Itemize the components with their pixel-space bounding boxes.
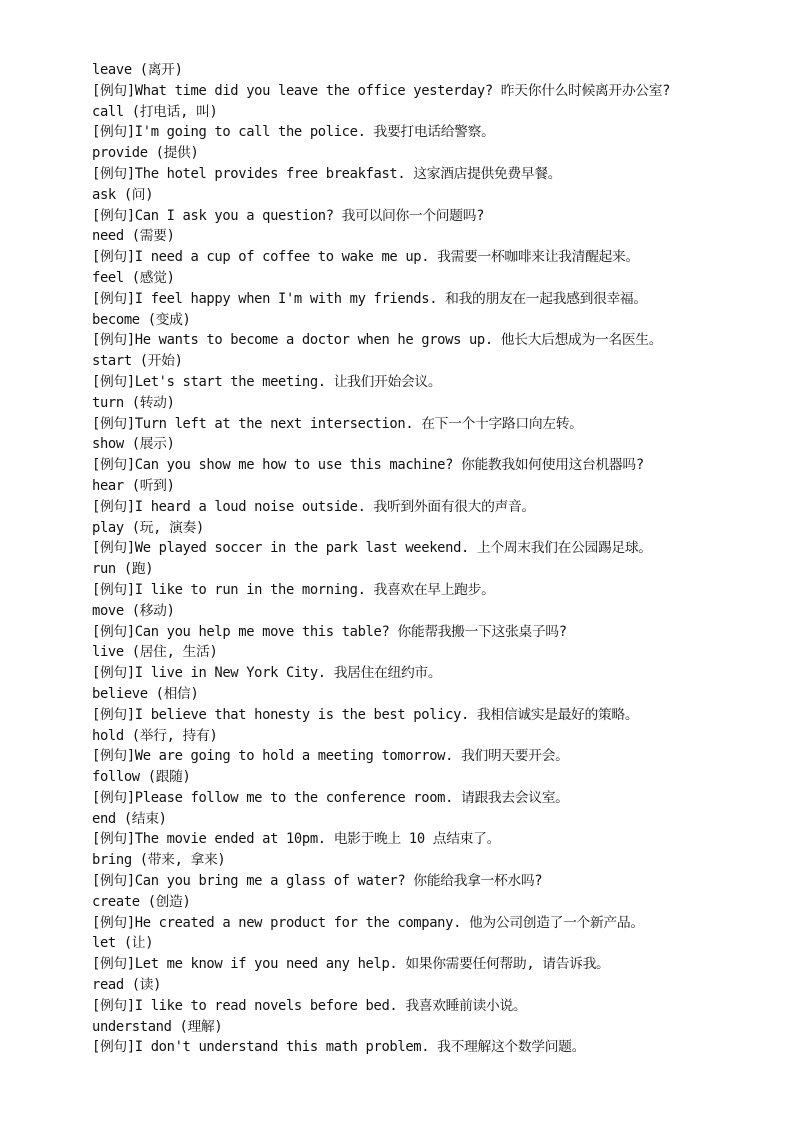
vocab-word: provide (提供) [92,145,199,162]
example-sentence: [例句]Can you bring me a glass of water? 你能给我拿一杯水吗? [92,873,543,890]
vocab-word: play (玩, 演奏) [92,519,204,536]
vocab-entry-leave [92,60,732,102]
example-sentence: [例句]He created a new product for the company. 他为公司创造了一个新产品。 [92,914,644,931]
example-sentence: [例句]He wants to become a doctor when he grows up. 他长大后想成为一名医生。 [92,332,663,349]
vocab-entry-follow [92,767,732,809]
vocab-word: understand (理解) [92,1018,223,1035]
vocab-word: run (跑) [92,561,154,578]
vocab-word: become (变成) [92,311,191,328]
vocab-entry-feel [92,268,732,310]
vocab-entry-run [92,559,732,601]
vocab-word: create (创造) [92,893,191,910]
vocab-word: end (结束) [92,810,167,827]
example-sentence: [例句]I feel happy when I'm with my friends. 和我的朋友在一起我感到很幸福。 [92,290,647,307]
vocab-word: live (居住, 生活) [92,644,218,661]
vocab-word: start (开始) [92,353,183,370]
example-sentence: [例句]Can I ask you a question? 我可以问你一个问题吗? [92,207,485,224]
vocab-word: leave (离开) [92,62,183,78]
vocab-entry-read [92,975,732,1017]
vocab-entry-believe [92,684,732,726]
example-sentence: [例句]Can you show me how to use this machine? 你能教我如何使用这台机器吗? [92,457,644,474]
vocab-entry-become [92,310,732,352]
vocab-word: let (让) [92,935,154,952]
example-sentence: [例句]I live in New York City. 我居住在纽约市。 [92,665,442,682]
vocab-word: feel (感觉) [92,269,175,286]
vocab-entry-understand [92,1017,732,1059]
vocab-entry-let [92,933,732,975]
vocab-word: need (需要) [92,228,175,245]
vocab-entry-move [92,601,732,643]
vocabulary-document [92,60,732,1058]
example-sentence: [例句]I don't understand this math problem. 我不理解这个数学问题。 [92,1039,586,1056]
example-sentence: [例句]Please follow me to the conference room. 请跟我去会议室。 [92,789,569,806]
example-sentence: [例句]We are going to hold a meeting tomorrow. 我们明天要开会。 [92,748,569,765]
vocab-entry-start [92,351,732,393]
example-sentence: [例句]I heard a loud noise outside. 我听到外面有很大的声音。 [92,498,535,515]
vocab-word: read (读) [92,977,162,994]
vocab-word: believe (相信) [92,685,199,702]
example-sentence: [例句]We played soccer in the park last weekend. 上个周末我们在公园踢足球。 [92,540,652,557]
vocab-entry-call [92,102,732,144]
vocab-entry-create [92,892,732,934]
example-sentence: [例句]What time did you leave the office yesterday? 昨天你什么时候离开办公室? [92,82,671,99]
vocab-word: hear (听到) [92,477,175,494]
example-sentence: [例句]The movie ended at 10pm. 电影于晚上 10 点结束了。 [92,831,501,848]
example-sentence: [例句]Let me know if you need any help. 如果你需要任何帮助, 请告诉我。 [92,956,610,973]
vocab-entry-show [92,434,732,476]
vocab-entry-end [92,809,732,851]
vocab-entry-hold [92,726,732,768]
vocab-word: follow (跟随) [92,769,191,786]
vocab-entry-ask [92,185,732,227]
vocab-word: move (移动) [92,602,175,619]
vocab-word: ask (问) [92,186,154,203]
vocab-entry-turn [92,393,732,435]
example-sentence: [例句]Turn left at the next intersection. 在下一个十字路口向左转。 [92,415,583,432]
vocab-word: turn (转动) [92,394,175,411]
example-sentence: [例句]I'm going to call the police. 我要打电话给警察。 [92,124,495,141]
example-sentence: [例句]I like to read novels before bed. 我喜欢睡前读小说。 [92,997,527,1014]
vocab-word: hold (举行, 持有) [92,727,218,744]
vocab-entry-live [92,642,732,684]
vocab-word: show (展示) [92,436,175,453]
example-sentence: [例句]I like to run in the morning. 我喜欢在早上跑步。 [92,581,495,598]
vocab-entry-provide [92,143,732,185]
vocab-entry-play [92,518,732,560]
example-sentence: [例句]Let's start the meeting. 让我们开始会议。 [92,373,442,390]
vocab-entry-bring [92,850,732,892]
vocab-word: bring (带来, 拿来) [92,852,226,869]
example-sentence: [例句]Can you help me move this table? 你能帮我搬一下这张桌子吗? [92,623,567,640]
example-sentence: [例句]I need a cup of coffee to wake me up. 我需要一杯咖啡来让我清醒起来。 [92,249,639,266]
example-sentence: [例句]The hotel provides free breakfast. 这家酒店提供免费早餐。 [92,165,562,182]
example-sentence: [例句]I believe that honesty is the best policy. 我相信诚实是最好的策略。 [92,706,639,723]
vocab-entry-hear [92,476,732,518]
vocab-entry-need [92,226,732,268]
vocab-word: call (打电话, 叫) [92,103,218,120]
